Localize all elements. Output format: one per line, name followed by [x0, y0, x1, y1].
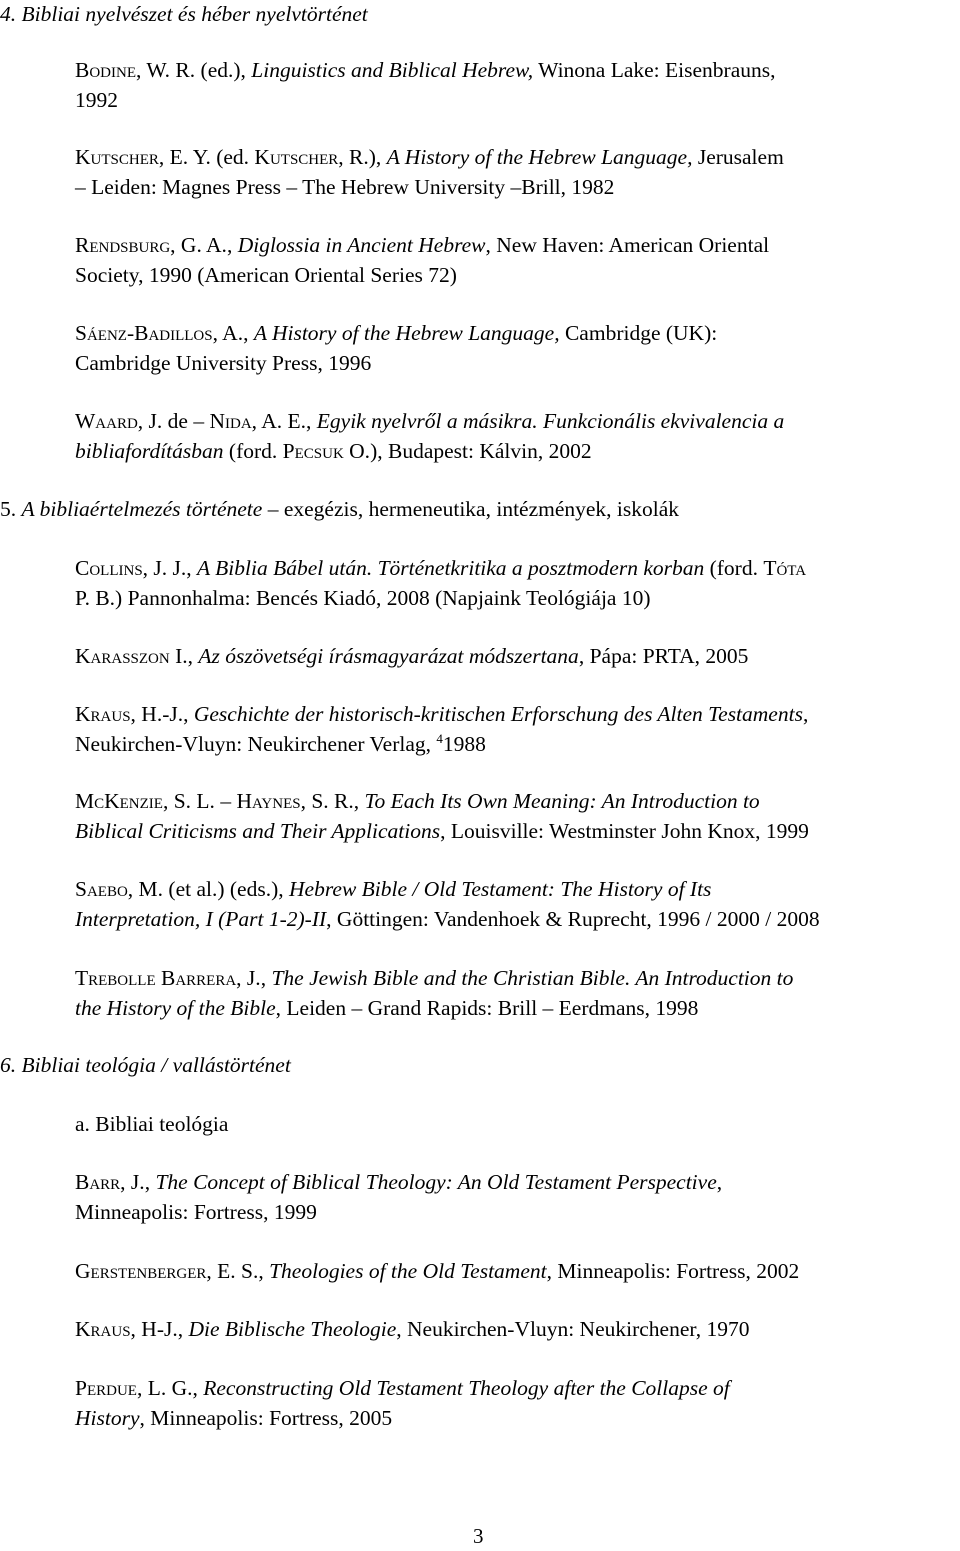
entry-text: – Leiden: Magnes Press – The Hebrew University –Brill, 1982 — [75, 175, 615, 199]
author-name: Barr, J. — [75, 1170, 145, 1194]
entry-text: , — [177, 1317, 189, 1341]
entry-text: (ford. — [704, 556, 764, 580]
author-name: Pecsuk O. — [282, 439, 371, 463]
entry-text: , — [258, 1259, 270, 1283]
bibliography-entry-karasszon — [75, 642, 748, 671]
bibliography-entry-saebo — [75, 875, 711, 904]
entry-text: , Leiden – Grand Rapids: Brill – Eerdmans, 1998 — [275, 996, 699, 1020]
entry-text: , — [192, 1376, 204, 1400]
author-name: Kraus, H.-J. — [75, 702, 184, 726]
entry-text: ), Budapest: Kálvin, 2002 — [370, 439, 592, 463]
entry-text: Society, 1990 (American Oriental Series 72) — [75, 263, 457, 287]
work-title: Az ószövetségi írásmagyarázat módszertana — [198, 644, 579, 668]
bibliography-entry-kutscher — [75, 143, 784, 172]
entry-text: Neukirchen-Vluyn: Neukirchener Verlag, — [75, 732, 437, 756]
bibliography-entry-kraus-geschichte-line2 — [75, 730, 486, 759]
page-number: 3 — [473, 1524, 484, 1548]
section-4-title: 4. Bibliai nyelvészet és héber nyelvtörténet — [0, 2, 368, 26]
bibliography-entry-rendsburg-line2 — [75, 261, 457, 290]
bibliography-entry-saebo-line2 — [75, 905, 820, 934]
work-title: Reconstructing Old Testament Theology after the Collapse of — [203, 1376, 730, 1400]
work-title: To Each Its Own Meaning: An Introduction to — [364, 789, 760, 813]
entry-text: , — [306, 409, 317, 433]
entry-text: , Minneapolis: Fortress, 2002 — [546, 1259, 800, 1283]
entry-text: Cambridge (UK): — [559, 321, 718, 345]
entry-text: , — [226, 233, 238, 257]
work-title: History — [75, 1406, 140, 1430]
section-6-title: 6. Bibliai teológia / vallástörténet — [0, 1053, 291, 1077]
section-5-heading — [0, 495, 679, 524]
bibliography-entry-gerstenberger — [75, 1257, 799, 1286]
section-5-dash: – — [262, 497, 284, 521]
entry-text: , — [716, 1170, 723, 1194]
work-title: the History of the Bible — [75, 996, 276, 1020]
bibliography-entry-kutscher-line2 — [75, 173, 614, 202]
bibliography-entry-barr-line2 — [75, 1198, 317, 1227]
work-title: Hebrew Bible / Old Testament: The History of Its — [289, 877, 712, 901]
work-title: Die Biblische Theologie — [188, 1317, 397, 1341]
entry-text: ), — [368, 145, 387, 169]
entry-text: , Neukirchen-Vluyn: Neukirchener, 1970 — [396, 1317, 750, 1341]
entry-text: , — [144, 1170, 156, 1194]
entry-text: 1992 — [75, 88, 118, 112]
bibliography-entry-waard — [75, 407, 784, 436]
entry-text: de – — [162, 409, 210, 433]
section-4-heading — [0, 0, 368, 29]
edition-superscript: 4 — [436, 730, 443, 746]
work-title: Geschichte der historisch-kritischen Erforschung des Alten Testaments — [193, 702, 803, 726]
entry-year: 1988 — [442, 732, 486, 756]
entry-text: , — [186, 556, 198, 580]
section-5-title: A bibliaértelmezés története — [21, 497, 263, 521]
author-name: Saebo, M. — [75, 877, 164, 901]
work-title: The Concept of Biblical Theology: An Old Testament Perspective — [155, 1170, 717, 1194]
entry-text: , Göttingen: Vandenhoek & Ruprecht, 1996 / 2000 / 2008 — [326, 907, 820, 931]
bibliography-entry-barr — [75, 1168, 722, 1197]
work-title: Theologies of the Old Testament — [269, 1259, 547, 1283]
author-name: Karasszon I. — [75, 644, 188, 668]
bibliography-entry-waard-line2 — [75, 437, 592, 466]
entry-text: , — [183, 702, 194, 726]
author-name: McKenzie, S. L. — [75, 789, 215, 813]
work-title: A History of the Hebrew Language, — [386, 145, 693, 169]
section-5-number: 5. — [0, 497, 17, 521]
bibliography-entry-saenz-badillos-line2 — [75, 349, 371, 378]
entry-text: (ed.), — [195, 58, 252, 82]
entry-text: – — [214, 789, 237, 813]
entry-text: , Louisville: Westminster John Knox, 1999 — [440, 819, 809, 843]
entry-text: , Pápa: PRTA, 2005 — [578, 644, 749, 668]
work-title: A History of the Hebrew Language, — [253, 321, 560, 345]
author-name: Kutscher, R. — [254, 145, 369, 169]
bibliography-entry-perdue — [75, 1374, 730, 1403]
author-name: Gerstenberger, E. S. — [75, 1259, 259, 1283]
author-name: Nida, A. E. — [209, 409, 307, 433]
entry-text: , New Haven: American Oriental — [485, 233, 770, 257]
bibliography-entry-bodine — [75, 56, 776, 85]
author-name: Trebolle Barrera, J. — [75, 966, 261, 990]
work-title: Linguistics and Biblical Hebrew, — [251, 58, 534, 82]
entry-text: (ford. — [223, 439, 283, 463]
author-name: Rendsburg, G. A. — [75, 233, 227, 257]
entry-text: , Minneapolis: Fortress, 2005 — [139, 1406, 393, 1430]
section-6-heading — [0, 1051, 291, 1080]
entry-text: P. B.) Pannonhalma: Bencés Kiadó, 2008 (Napjaink Teológiája 10) — [75, 586, 651, 610]
bibliography-entry-kraus-geschichte — [75, 700, 808, 729]
author-name: Bodine, W. R. — [75, 58, 196, 82]
author-name: Tóta — [763, 556, 807, 580]
entry-text: (ed. — [210, 145, 255, 169]
bibliography-entry-bodine-line2 — [75, 86, 118, 115]
entry-text: Jerusalem — [692, 145, 784, 169]
author-name: Perdue, L. G. — [75, 1376, 193, 1400]
entry-text: Winona Lake: Eisenbrauns, — [533, 58, 776, 82]
work-title: Egyik nyelvről a másikra. Funkcionális ekvivalencia a — [316, 409, 785, 433]
entry-text: Minneapolis: Fortress, 1999 — [75, 1200, 317, 1224]
author-name: Collins, J. J. — [75, 556, 187, 580]
entry-text: (et al.) (eds.), — [163, 877, 290, 901]
author-name: Sáenz-Badillos, A. — [75, 321, 244, 345]
work-title: Interpretation, I (Part 1-2)-II — [75, 907, 327, 931]
author-name: Kutscher, E. Y. — [75, 145, 211, 169]
bibliography-entry-trebolle-barrera — [75, 964, 793, 993]
bibliography-entry-saenz-badillos — [75, 319, 717, 348]
work-title: Biblical Criticisms and Their Applications — [75, 819, 441, 843]
entry-text: , — [353, 789, 365, 813]
bibliography-entry-collins — [75, 554, 806, 583]
bibliography-entry-kraus-theologie — [75, 1315, 749, 1344]
bibliography-entry-trebolle-barrera-line2 — [75, 994, 698, 1023]
work-title: The Jewish Bible and the Christian Bible. An Introduction to — [271, 966, 794, 990]
bibliography-entry-collins-line2 — [75, 584, 651, 613]
author-name: Kraus, H-J. — [75, 1317, 178, 1341]
subsection-a-heading — [75, 1110, 228, 1139]
bibliography-entry-perdue-line2 — [75, 1404, 392, 1433]
work-title: bibliafordításban — [75, 439, 224, 463]
entry-text: , — [260, 966, 272, 990]
author-name: Haynes, S. R. — [236, 789, 354, 813]
entry-text: , — [187, 644, 199, 668]
section-5-subtitle: exegézis, hermeneutika, intézmények, iskolák — [283, 497, 680, 521]
bibliography-entry-mckenzie — [75, 787, 760, 816]
bibliography-entry-mckenzie-line2 — [75, 817, 809, 846]
entry-text: Cambridge University Press, 1996 — [75, 351, 372, 375]
subsection-a-title: a. Bibliai teológia — [75, 1112, 229, 1136]
entry-text: , — [802, 702, 809, 726]
author-name: Waard, J. — [75, 409, 163, 433]
work-title: A Biblia Bábel után. Történetkritika a posztmodern korban — [197, 556, 705, 580]
bibliography-entry-rendsburg — [75, 231, 769, 260]
entry-text: , — [243, 321, 254, 345]
work-title: Diglossia in Ancient Hebrew — [237, 233, 486, 257]
